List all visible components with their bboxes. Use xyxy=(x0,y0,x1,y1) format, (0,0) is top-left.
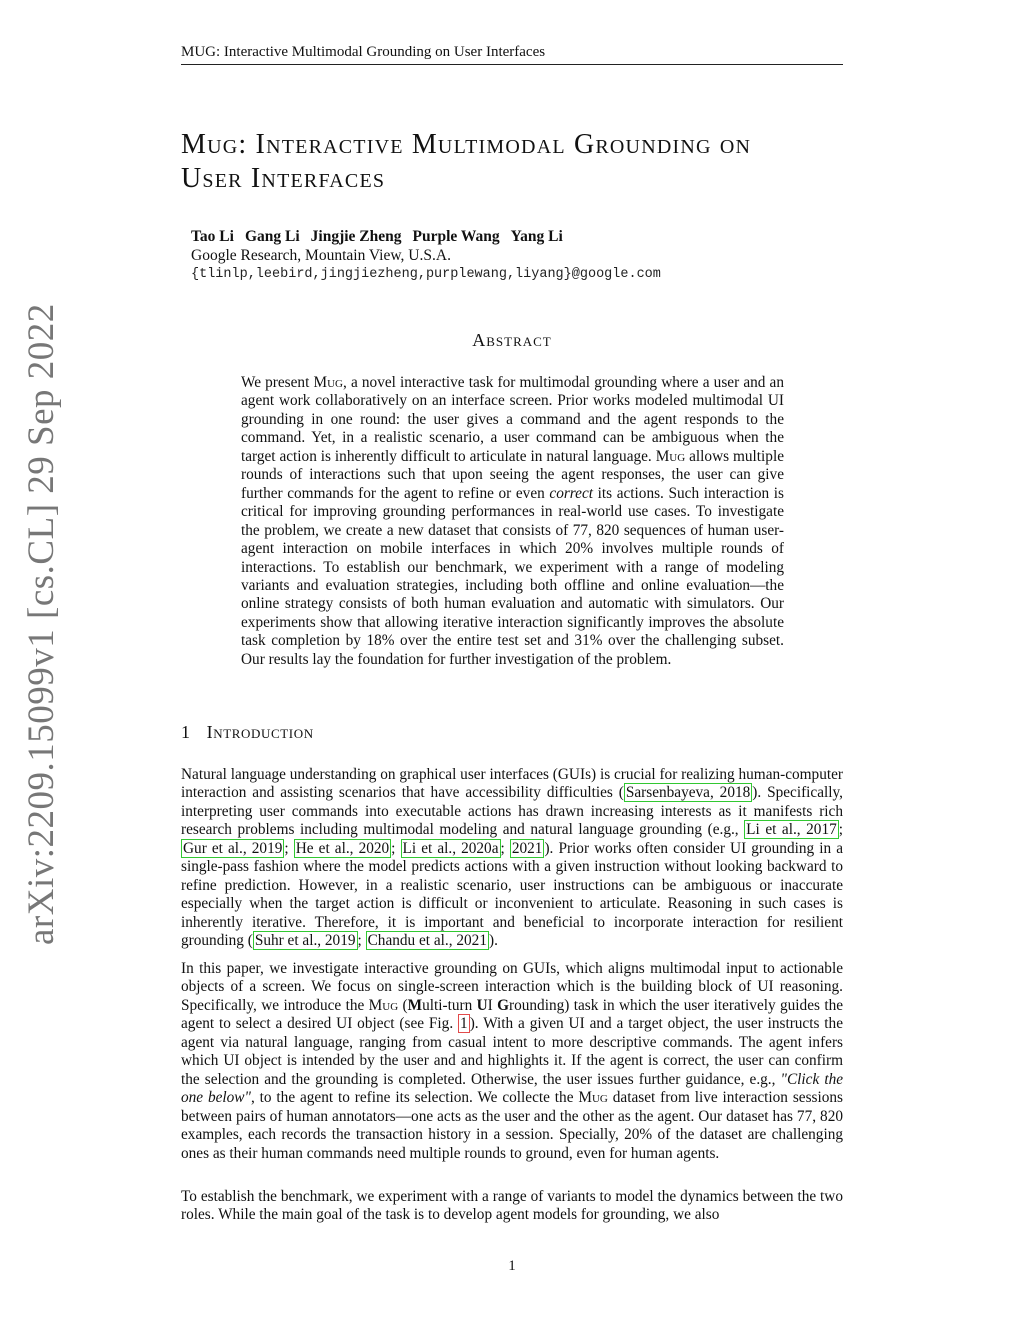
quoted-command: "Click the one below" xyxy=(181,1070,844,1107)
emphasis: correct xyxy=(549,484,594,502)
author-block xyxy=(191,227,661,284)
citation-link[interactable]: Gur et al., 2019 xyxy=(183,839,283,857)
mug-name: Mug xyxy=(578,1089,608,1107)
mug-name: Mug xyxy=(313,374,343,391)
intro-paragraph-2: In this paper, we investigate interactive grounding on GUIs, which aligns multimodal input to actionable objects of a screen. We focus on single-screen interaction which is the building block of UI reasoning. Specifically, we introduce the Mug (Multi-turn UI Grounding) task in which the user iteratively guides the agent to select a desired UI object (see Fig. 1 ). With a given UI and a target object, the user instructs the agent via natural language, ranging from casual intent to more descriptive commands. The agent infers which UI object is intended by the user and and highlights it. If the agent is correct, the user can confirm the selection and the grounding is completed. Otherwise, the user issues further guidance, e.g., "Click the one below", to the agent to refine its selection. We collecte the Mug dataset from live interaction sessions between pairs of human annotators—one acts as the user and the other as the agent. Our dataset has 77, 820 examples, each records the transaction history in a session. Specially, 20% of the dataset are challenging ones as their human commands need multiple rounds to ground, even for human agents. xyxy=(181,960,844,1162)
section-title: Introduction xyxy=(206,722,314,742)
title-line-1: Mug: Interactive Multimodal Grounding on xyxy=(181,129,752,160)
mug-name: Mug xyxy=(368,996,399,1014)
arxiv-stamp[interactable]: arXiv:2209.15099v1 [cs.CL] 29 Sep 2022 xyxy=(21,303,62,945)
title-line-2: User Interfaces xyxy=(181,163,386,194)
author-name: Tao Li xyxy=(191,228,234,245)
author-names xyxy=(191,227,661,246)
author-name: Purple Wang xyxy=(412,228,500,245)
author-name: Gang Li xyxy=(244,228,300,245)
running-title-sc: UG xyxy=(194,44,217,60)
citation-link[interactable]: He et al., 2020 xyxy=(295,839,390,857)
author-name: Jingjie Zheng xyxy=(310,228,402,245)
author-affiliation: Google Research, Mountain View, U.S.A. xyxy=(191,247,451,264)
section-heading-introduction xyxy=(181,722,314,743)
author-email[interactable]: {tlinlp,leebird,jingjiezheng,purplewang,liyang}@google.com xyxy=(191,267,661,282)
mug-name: Mug xyxy=(655,447,686,465)
author-name: Yang Li xyxy=(510,228,563,245)
citation-link[interactable]: 2021 xyxy=(511,839,543,857)
abstract-heading: Abstract xyxy=(472,330,552,350)
citation-link[interactable]: Suhr et al., 2019 xyxy=(254,932,356,950)
citation-link[interactable]: Li et al., 2017 xyxy=(746,821,837,839)
running-header xyxy=(181,44,843,65)
running-title-prefix: M xyxy=(181,44,195,60)
figure-link[interactable]: 1 xyxy=(460,1015,468,1033)
section-number: 1 xyxy=(181,722,191,742)
intro-paragraph-3: To establish the benchmark, we experiment with a range of variants to model the dynamics between the two roles. While the main goal of the task is to develop agent models for grounding, we also xyxy=(181,1188,843,1224)
page-number: 1 xyxy=(508,1258,516,1274)
paper-title xyxy=(181,128,851,196)
citation-link[interactable]: Li et al., 2020a xyxy=(402,839,499,857)
abstract-text: We present Mug, a novel interactive task for multimodal grounding where a user and an agent work collaboratively on an interface screen. Prior works modeled multimodal UI grounding in one round: the user gives a command and the agent responds to the command. Yet, in a realistic scenario, a user command can be ambiguous when the target action is inherently difficult to articulate in natural language. Mug allows multiple rounds of interactions such that upon seeing the agent responses, the user can give further commands for the agent to refine or even correct its actions. Such interaction is critical for improving grounding performances in real-world use cases. To investigate the problem, we create a new dataset that consists of 77, 820 sequences of human user-agent interaction on mobile interfaces in which 20% involves multiple rounds of interactions. To establish our benchmark, we experiment with a range of modeling variants and evaluation strategies, including both offline and online evaluation—the online strategy consists of both human evaluation and automatic with simulators. Our experiments show that allowing iterative interaction significantly improves the absolute task completion by 18% over the entire test set and 31% over the challenging subset. Our results lay the foundation for further investigation of the problem. xyxy=(241,374,784,668)
citation-link[interactable]: Chandu et al., 2021 xyxy=(367,932,487,950)
citation-link[interactable]: Sarsenbayeva, 2018 xyxy=(625,784,751,802)
running-title-rest: : Interactive Multimodal Grounding on User Interfaces xyxy=(216,44,546,60)
intro-paragraph-1: Natural language understanding on graphical user interfaces (GUIs) is crucial for realizing human-computer interaction and assisting scenarios that have accessibility difficulties ( Sarsenbayeva, 2018 ). Specifically, interpreting user commands into executable actions has drawn increasing interests as it manifests rich research problems including multimodal modeling and natural language grounding (e.g., Li et al., 2017 ; Gur et al., 2019 ; He et al., 2020 ; Li et al., 2020a ; 2021 ). Prior works often consider UI grounding in a single-pass fashion where the model predicts actions with a given instruction without looking backward to refine prediction. However, in a realistic scenario, user instructions can be ambiguous or inaccurate especially when the target action is difficult or inconvenient to articulate. Reasoning in such cases is inherently iterative. Therefore, it is important and beneficial to incorporate interaction for resilient grounding ( Suhr et al., 2019 ; Chandu et al., 2021 ). xyxy=(181,766,844,950)
